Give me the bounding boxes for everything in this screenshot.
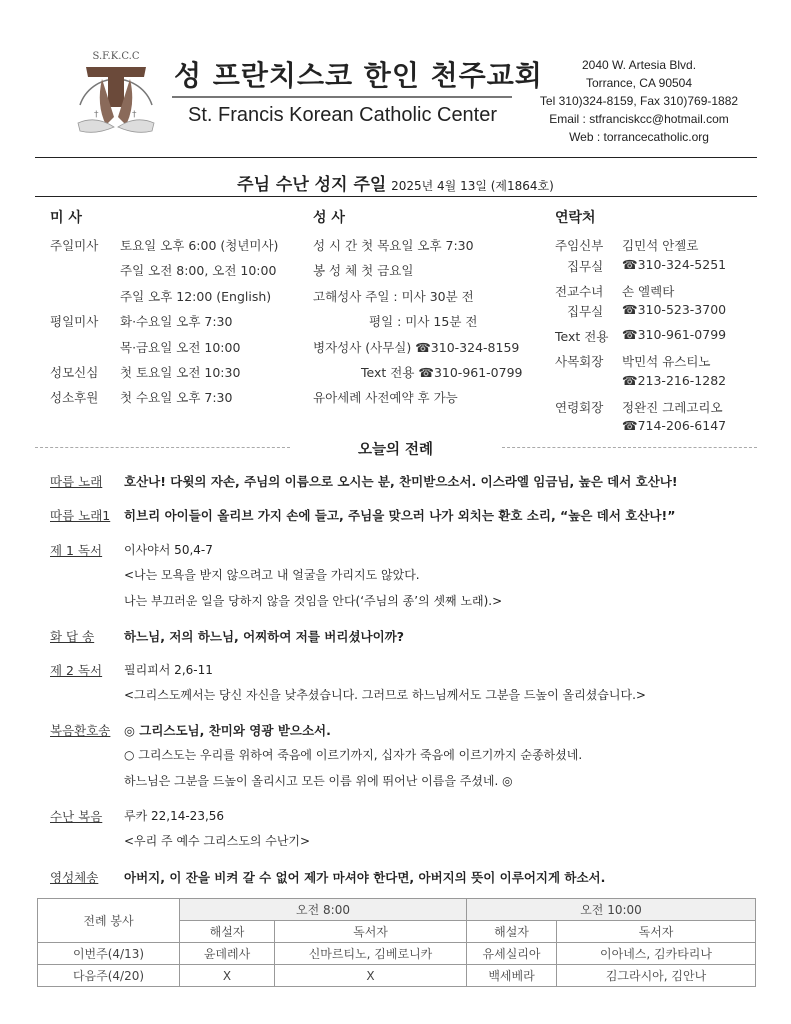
- entry-antiphon-text: 호산나! 다윗의 자손, 주님의 이름으로 오시는 분, 찬미받으소서. 이스라엘 임금님, 높은 데서 호산나!: [124, 474, 678, 489]
- feast-name: 주님 수난 성지 주일: [237, 175, 387, 195]
- contact-value: ☎310-961-0799: [622, 327, 727, 342]
- sacrament-item: Text 전용 ☎310-961-0799: [361, 365, 523, 380]
- phone-fax: Tel 310)324-8159, Fax 310)769-1882: [539, 94, 739, 108]
- mass-heading: 미 사: [50, 210, 82, 226]
- entry-antiphon1-text: 히브리 아이들이 올리브 가지 손에 들고, 주님을 맞으러 나가 외치는 환호 소리, “높은 데서 호산나!”: [124, 508, 676, 523]
- mass-label: 성모신심: [50, 365, 99, 380]
- contact-value: 정완진 그레고리오: [622, 400, 723, 415]
- table-cell: 이아네스, 김카타리나: [557, 943, 756, 965]
- table-cell: 윤데레사: [180, 943, 275, 965]
- contact-value: 박민석 유스티노: [622, 354, 711, 369]
- sacrament-item: 성 시 간 첫 목요일 오후 7:30: [313, 238, 474, 253]
- address-block: [526, 56, 752, 146]
- table-cell: X: [275, 965, 467, 987]
- second-reading-summary: <그리스도께서는 당신 자신을 낮추셨습니다. 그러므로 하느님께서도 그분을 드높이 올리셨습니다.>: [124, 688, 646, 702]
- mass-text: 첫 수요일 오후 7:30: [120, 390, 233, 405]
- acclamation-text: ◎ 그리스도님, 찬미와 영광 받으소서.: [124, 723, 331, 738]
- table-row: [38, 899, 756, 921]
- acclamation-label: 복음환호송: [50, 723, 111, 738]
- col-commentator: 해설자: [180, 921, 275, 943]
- mass2-header: 오전 10:00: [467, 899, 756, 921]
- contact-label: Text 전용: [555, 329, 609, 344]
- communion-label: 영성체송: [50, 870, 99, 885]
- date-line: [0, 170, 791, 195]
- contact-label: 주임신부: [555, 238, 604, 253]
- table-row: [38, 943, 756, 965]
- table-cell: X: [180, 965, 275, 987]
- contacts-heading: 연락처: [555, 210, 596, 226]
- sacrament-item: 병자성사 (사무실) ☎310-324-8159: [313, 340, 520, 355]
- col-lector: 독서자: [557, 921, 756, 943]
- table-row: [38, 965, 756, 987]
- issue-date: 2025년 4월 13일 (제1864호): [391, 179, 554, 193]
- contact-label: 연령회장: [555, 400, 604, 415]
- contact-label: 집무실: [567, 259, 604, 274]
- mass-text: 주일 오후 12:00 (English): [120, 289, 272, 304]
- mass-label: 평일미사: [50, 314, 99, 329]
- week-cell: 이번주(4/13): [38, 943, 180, 965]
- contact-label: 전교수녀: [555, 284, 604, 299]
- website: Web : torrancecatholic.org: [569, 130, 709, 144]
- date-rule: [35, 196, 757, 197]
- gospel-ref: 루카 22,14-23,56: [124, 809, 225, 823]
- mass-text: 목·금요일 오전 10:00: [120, 340, 241, 355]
- address-city: Torrance, CA 90504: [585, 76, 693, 90]
- title-divider: [172, 96, 512, 98]
- mass-label: 성소후원: [50, 390, 99, 405]
- email: Email : stfranciskcc@hotmail.com: [549, 112, 729, 126]
- svg-text:†: †: [132, 110, 137, 120]
- second-reading-label: 제 2 독서: [50, 663, 103, 678]
- psalm-text: 하느님, 저의 하느님, 어찌하여 저를 버리셨나이까?: [124, 629, 405, 644]
- logo-text: S.F.K.C.C: [92, 51, 140, 62]
- contact-value: 김민석 안젤로: [622, 238, 699, 253]
- contact-value: ☎213-216-1282: [622, 373, 727, 388]
- liturgy-heading: 오늘의 전례: [357, 442, 434, 458]
- second-reading-ref: 필리피서 2,6-11: [124, 663, 213, 677]
- mass1-header: 오전 8:00: [180, 899, 467, 921]
- contact-label: 사목회장: [555, 354, 604, 369]
- liturgy-service-table: [37, 898, 756, 987]
- acclamation-verse: ○ 그리스도는 우리를 위하여 죽음에 이르기까지, 십자가 죽음에 이르기까지 순종하셨네.: [124, 748, 583, 762]
- week-cell: 다음주(4/20): [38, 965, 180, 987]
- contact-value: ☎310-324-5251: [622, 257, 727, 272]
- first-reading-summary: <나는 모욕을 받지 않으려고 내 얼굴을 가리지도 않았다.: [124, 568, 420, 582]
- mass-text: 주일 오전 8:00, 오전 10:00: [120, 263, 277, 278]
- sacrament-item: 평일 : 미사 15분 전: [369, 314, 478, 329]
- col-lector: 독서자: [275, 921, 467, 943]
- contact-value: ☎310-523-3700: [622, 302, 727, 317]
- first-reading-summary: 나는 부끄러운 일을 당하지 않을 것임을 안다(‘주님의 종’의 셋째 노래).>: [124, 594, 503, 608]
- table-cell: 김그라시아, 김안나: [557, 965, 756, 987]
- sacrament-item: 고해성사 주일 : 미사 30분 전: [313, 289, 474, 304]
- top-rule: [35, 157, 757, 158]
- church-name-en: St. Francis Korean Catholic Center: [188, 104, 498, 126]
- svg-text:†: †: [94, 110, 99, 120]
- address-street: 2040 W. Artesia Blvd.: [581, 58, 697, 72]
- mass-text: 첫 토요일 오전 10:30: [120, 365, 241, 380]
- sacraments-heading: 성 사: [313, 210, 345, 226]
- col-commentator: 해설자: [467, 921, 557, 943]
- church-name-ko: 성 프란치스코 한인 천주교회: [174, 59, 543, 92]
- table-corner: 전례 봉사: [38, 899, 180, 943]
- table-cell: 백세베라: [467, 965, 557, 987]
- table-cell: 신마르티노, 김베로니카: [275, 943, 467, 965]
- mass-text: 화·수요일 오후 7:30: [120, 314, 233, 329]
- sacrament-item: 봉 성 체 첫 금요일: [313, 263, 414, 278]
- contact-value: ☎714-206-6147: [622, 418, 727, 433]
- contact-label: 집무실: [567, 304, 604, 319]
- entry-antiphon1-label: 따름 노래1: [50, 508, 111, 523]
- sacrament-item: 유아세례 사전예약 후 가능: [313, 390, 458, 405]
- first-reading-ref: 이사야서 50,4-7: [124, 543, 213, 557]
- mass-text: 토요일 오후 6:00 (청년미사): [120, 238, 279, 253]
- gospel-label: 수난 복음: [50, 809, 103, 824]
- psalm-label: 화 답 송: [50, 629, 95, 644]
- contact-value: 손 엘렉타: [622, 284, 675, 299]
- entry-antiphon-label: 따름 노래: [50, 474, 103, 489]
- table-cell: 유세실리아: [467, 943, 557, 965]
- communion-text: 아버지, 이 잔을 비켜 갈 수 없어 제가 마셔야 한다면, 아버지의 뜻이 이루어지게 하소서.: [124, 870, 606, 885]
- gospel-summary: <우리 주 예수 그리스도의 수난기>: [124, 834, 311, 848]
- mass-label: 주일미사: [50, 238, 99, 253]
- first-reading-label: 제 1 독서: [50, 543, 103, 558]
- acclamation-verse: 하느님은 그분을 드높이 올리시고 모든 이름 위에 뛰어난 이름을 주셨네. ◎: [124, 774, 513, 788]
- church-logo: [66, 45, 166, 141]
